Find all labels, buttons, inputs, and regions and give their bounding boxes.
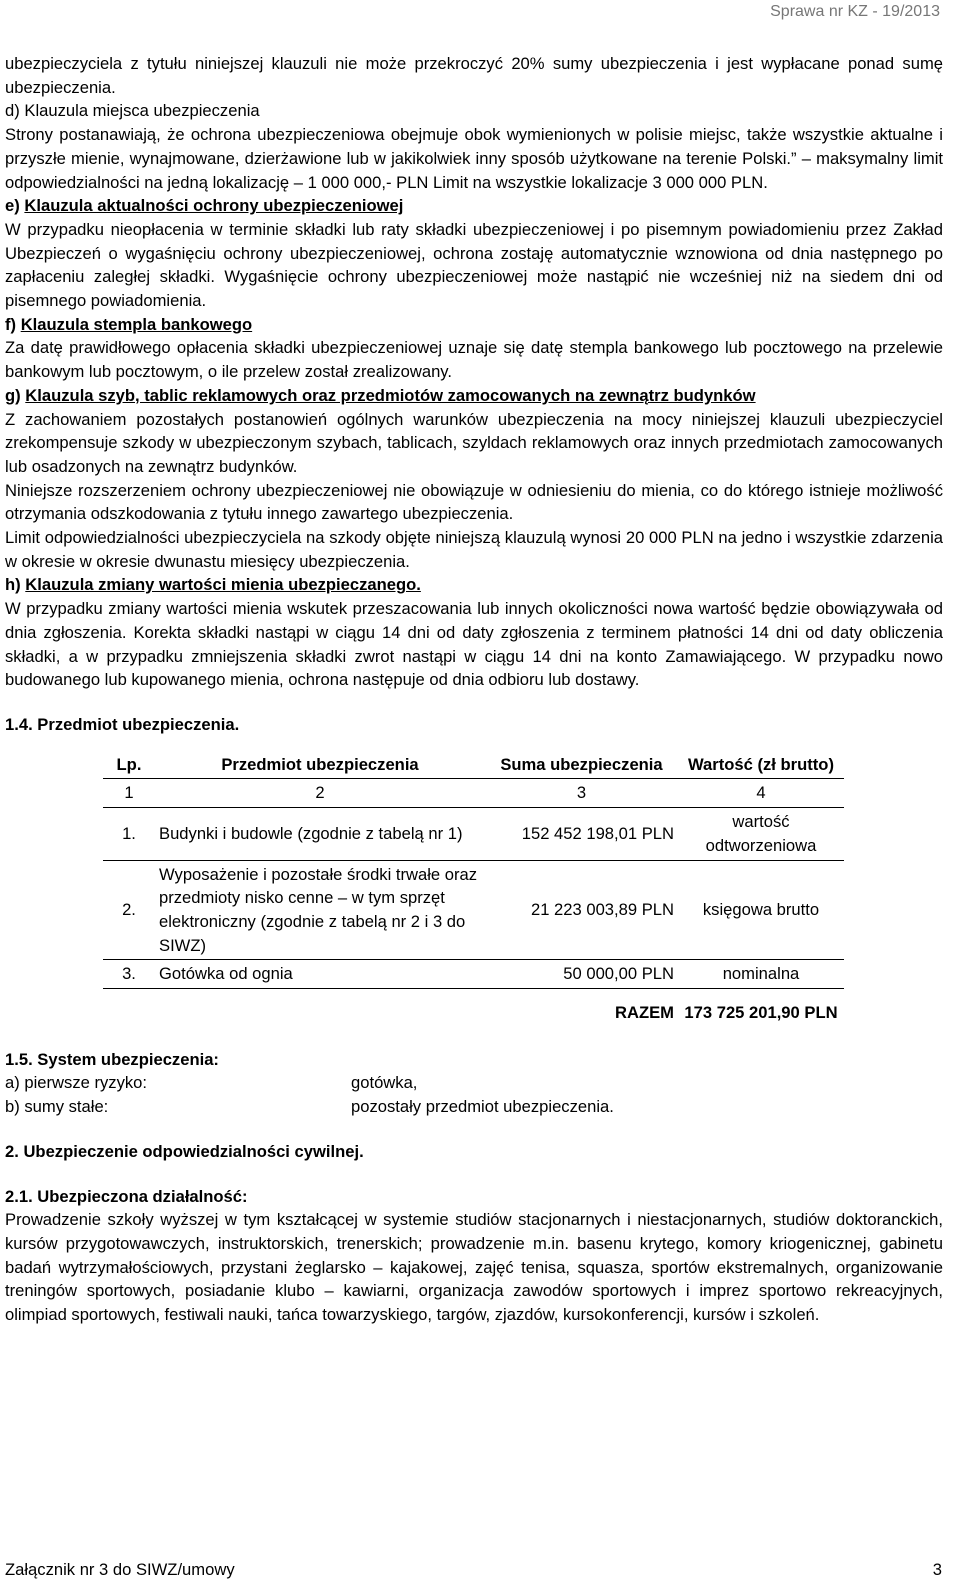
clause-g-paragraph-2: Niniejsze rozszerzeniem ochrony ubezpieczeniowej nie obowiązuje w odniesieniu do mienia, co do którego istnieje możliwość otrzymania odszkodowania z tytułu innego zawartego ubezpieczenia. [5, 480, 943, 524]
clause-e-label: e) [5, 196, 20, 216]
clause-f-title: Klauzula stempla bankowego [20, 314, 253, 334]
case-reference: Sprawa nr KZ - 19/2013 [770, 3, 940, 20]
total-value: 173 725 201,90 PLN [684, 1003, 838, 1023]
row-sum: 50 000,00 PLN [485, 960, 678, 989]
section-1-5-title: 1.5. System ubezpieczenia: [5, 1049, 219, 1069]
row-lp: 1. [103, 808, 155, 860]
clause-h-title: Klauzula zmiany wartości mienia ubezpieczanego. [25, 575, 421, 595]
table-total-row [103, 989, 844, 1027]
table-row [103, 960, 844, 989]
table-row [103, 860, 844, 960]
spacer [5, 1164, 943, 1185]
clause-g-title: Klauzula szyb, tablic reklamowych oraz przedmiotów zamocowanych na zewnątrz budynków [25, 385, 756, 405]
clause-g-paragraph-1: Z zachowaniem pozostałych postanowień ogólnych warunków ubezpieczenia na mocy niniejszej klauzuli ubezpieczyciel zrekompensuje szkody w ubezpieczonym szybach, tablicach, szyldach reklamowych oraz innych przedmiotach zamocowanych lub osadzonych na zewnątrz budynków. [5, 409, 943, 476]
spacer [5, 692, 943, 713]
system-a-value: gotówka, [351, 1073, 418, 1093]
spacer [5, 1027, 943, 1048]
section-1-4-title: 1.4. Przedmiot ubezpieczenia. [5, 714, 240, 734]
clause-g-label: g) [5, 385, 21, 405]
spacer [5, 1119, 943, 1140]
row-value: wartość odtworzeniowa [678, 808, 844, 860]
row-lp: 3. [103, 960, 155, 989]
clause-f-heading [5, 313, 943, 337]
section-2-1-text: Prowadzenie szkoły wyższej w tym kształcącej w systemie studiów stacjonarnych i niestacjonarnych, studiów doktoranckich, kursów przygotowawczych, instruktorskich, trenerskich; prowadzenie m.in. basenu krytego, komory kriogenicznej, gabinetu badań wytrzymałościowych, przystani żeglarsko – kajakowej, zajęć tenisa, squasza, sportów ekstremalnych, organizowanie treningów sportowych, posiadanie klubo – kawiarni, organizacja zawodów sportowych i imprez sportowo rekreacyjnych, olimpiad sportowych, festiwali nauki, tańca towarzyskiego, targów, zjazdów, kursokonferencji, kursów i szkoleń. [5, 1210, 943, 1325]
table-number: 2 [155, 779, 485, 808]
clause-d-label: d) [5, 101, 20, 121]
row-item: Wyposażenie i pozostałe środki trwałe oraz przedmioty nisko cenne – w tym sprzęt elektroniczny (zgodnie z tabelą nr 2 i 3 do SIWZ) [155, 860, 485, 960]
clause-d-heading [5, 99, 943, 123]
document-body [5, 52, 943, 1327]
clause-e-text: W przypadku nieopłacenia w terminie składki lub raty składki ubezpieczeniowej i po pisemnym powiadomieniu przez Zakład Ubezpieczeń o wygaśnięciu ochrony ubezpieczeniowej, ochrona zostaję automatycznie wznowiona od dnia następnego po zapłaceniu zaległej składki. Wygaśnięcie ochrony ubezpieczeniowej może nastąpić nie wcześniej niż na siedem dni od pisemnego powiadomienia. [5, 219, 943, 311]
footer-attachment: Załącznik nr 3 do SIWZ/umowy [5, 1560, 235, 1579]
clause-h-text: W przypadku zmiany wartości mienia wskutek przeszacowania lub innych okoliczności nowa wartość będzie obowiązywała od dnia zgłoszenia. Korekta składki nastąpi w ciągu 14 dni od daty zgłoszenia z terminem płatności 14 dni od daty obliczenia składki, a w przypadku zmniejszenia składki zwrot nastąpi w ciągu 14 dni na konto Zamawiającego. W przypadku nowo budowanego lub kupowanego mienia, ochrona następuje od dnia odbioru lub dostawy. [5, 599, 943, 690]
clause-f-text: Za datę prawidłowego opłacenia składki ubezpieczeniowej uznaje się datę stempla bankowego lub pocztowego na przelewie bankowym lub pocztowym, o ile przelew został zrealizowany. [5, 338, 943, 382]
table-header-item: Przedmiot ubezpieczenia [155, 751, 485, 779]
system-row-a [5, 1071, 943, 1095]
page-number: 3 [932, 1560, 942, 1579]
system-b-label: b) sumy stałe: [5, 1097, 109, 1117]
clause-e-title: Klauzula aktualności ochrony ubezpieczeniowej [24, 196, 404, 216]
row-item: Budynki i budowle (zgodnie z tabelą nr 1) [155, 808, 485, 860]
row-value: księgowa brutto [678, 860, 844, 960]
table-number: 1 [103, 779, 155, 808]
clause-g-paragraph-3: Limit odpowiedzialności ubezpieczyciela na szkody objęte niniejszą klauzulą wynosi 20 000 PLN na jedno i wszystkie zdarzenia w okresie w okresie dwunastu miesięcy ubezpieczenia. [5, 528, 943, 571]
clause-g-heading [5, 384, 943, 408]
system-row-b [5, 1095, 943, 1119]
page-footer [5, 1560, 942, 1580]
clause-f-label: f) [5, 314, 17, 334]
row-sum: 21 223 003,89 PLN [485, 860, 678, 960]
table-number: 3 [485, 779, 678, 808]
clause-h-heading [5, 573, 943, 597]
row-lp: 2. [103, 860, 155, 960]
table-header-row [103, 751, 844, 779]
table-number: 4 [678, 779, 844, 808]
table-header-sum: Suma ubezpieczenia [485, 751, 678, 779]
insurance-subject-table [103, 751, 844, 1027]
clause-h-label: h) [5, 575, 21, 595]
clause-d-title: Klauzula miejsca ubezpieczenia [24, 101, 260, 121]
system-b-value: pozostały przedmiot ubezpieczenia. [351, 1097, 614, 1117]
table-header-lp: Lp. [103, 751, 155, 779]
section-2-title: 2. Ubezpieczenie odpowiedzialności cywilnej. [5, 1141, 364, 1161]
row-item: Gotówka od ognia [155, 960, 485, 989]
row-value: nominalna [678, 960, 844, 989]
total-label: RAZEM [615, 1003, 674, 1023]
table-header-value: Wartość (zł brutto) [678, 751, 844, 779]
intro-paragraph: ubezpieczyciela z tytułu niniejszej klauzuli nie może przekroczyć 20% sumy ubezpieczenia i jest wypłacane ponad sumę ubezpieczenia. [5, 54, 943, 97]
clause-d-text: Strony postanawiają, że ochrona ubezpieczeniowa obejmuje obok wymienionych w polisie miejsc, także wszystkie aktualne i przyszłe mienie, wynajmowane, dzierżawione lub w jakikolwiek inny sposób użytkowane na terenie Polski.” – maksymalny limit odpowiedzialności na jedną lokalizację – 1 000 000,- PLN Limit na wszystkie lokalizacje 3 000 000 PLN. [5, 125, 943, 192]
table-number-row [103, 779, 844, 808]
system-a-label: a) pierwsze ryzyko: [5, 1073, 148, 1093]
table-row [103, 808, 844, 860]
row-sum: 152 452 198,01 PLN [485, 808, 678, 860]
clause-e-heading [5, 194, 943, 218]
section-2-1-title: 2.1. Ubezpieczona działalność: [5, 1186, 248, 1206]
